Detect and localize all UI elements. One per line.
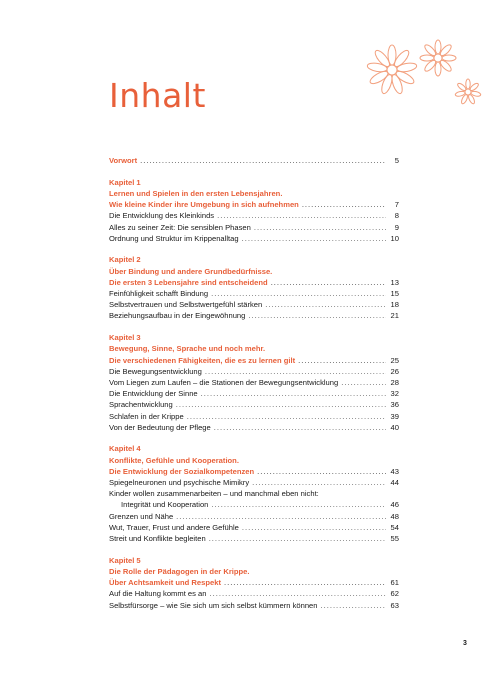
toc-entry[interactable] — [109, 210, 399, 221]
toc-entry-label: Selbstfürsorge – wie Sie sich um sich selbst kümmern können — [109, 600, 318, 610]
toc-chapter-1 — [109, 177, 399, 244]
chapter-label: Kapitel 1 — [109, 177, 141, 187]
chapter-title-entry[interactable] — [109, 199, 399, 210]
toc-leader-dots — [140, 155, 386, 166]
toc-page-number: 54 — [390, 522, 399, 532]
toc-leader-dots — [211, 288, 386, 299]
toc-entry-label: Ordnung und Struktur im Krippenalltag — [109, 233, 239, 243]
toc-leader-dots — [271, 277, 386, 288]
toc-entry-label: Alles zu seiner Zeit: Die sensiblen Phasen — [109, 222, 251, 232]
chapter-title-entry[interactable] — [109, 466, 399, 477]
toc-entry[interactable] — [109, 588, 399, 599]
toc-entry-vorwort[interactable] — [109, 155, 399, 166]
toc-leader-dots — [187, 411, 386, 422]
toc-page-number: 28 — [390, 377, 399, 387]
toc-leader-dots — [242, 522, 386, 533]
toc-page-number: 15 — [390, 289, 399, 299]
toc-entry-label: Integrität und Kooperation — [121, 500, 209, 510]
toc-leader-dots — [298, 355, 386, 366]
toc-leader-dots — [242, 233, 386, 244]
toc-leader-dots — [248, 310, 386, 321]
toc-section-vorwort — [109, 155, 399, 166]
toc-entry-label: Vorwort — [109, 156, 138, 165]
toc-entry[interactable] — [109, 499, 399, 510]
toc-leader-dots — [341, 377, 386, 388]
toc-entry[interactable] — [109, 288, 399, 299]
toc-page-number: 40 — [390, 422, 399, 432]
toc-entry-label: Streit und Konflikte begleiten — [109, 534, 206, 544]
toc-entry-label: Spiegelneuronen und psychische Mimikry — [109, 478, 250, 488]
toc-leader-dots — [257, 466, 386, 477]
toc-leader-dots — [210, 588, 386, 599]
chapter-title-line: Lernen und Spielen in den ersten Lebensjahren. — [109, 188, 283, 198]
toc-entry[interactable] — [109, 533, 399, 544]
toc-entry-label: Die verschiedenen Fähigkeiten, die es zu lernen gilt — [109, 355, 296, 365]
toc-entry-label: Vom Liegen zum Laufen – die Stationen der Bewegungsentwicklung — [109, 377, 339, 387]
toc-entry-label: Die Entwicklung der Sinne — [109, 389, 198, 399]
toc-leader-dots — [205, 366, 386, 377]
chapter-title-line: Die Rolle der Pädagogen in der Krippe. — [109, 567, 250, 576]
toc-leader-dots — [209, 533, 386, 544]
toc-page-number: 9 — [394, 222, 399, 232]
page-title: Inhalt — [109, 76, 206, 115]
toc-entry-label: Die ersten 3 Lebensjahre sind entscheidend — [109, 277, 268, 287]
chapter-title-line: Konflikte, Gefühle und Kooperation. — [109, 455, 239, 465]
toc-entry-label: Von der Bedeutung der Pflege — [109, 422, 211, 432]
toc-entry[interactable] — [109, 310, 399, 321]
toc-entry-label: Schlafen in der Krippe — [109, 411, 184, 421]
toc-leader-dots — [252, 477, 386, 488]
toc-entry-label: Sprachentwicklung — [109, 400, 173, 410]
toc-page-number: 44 — [390, 478, 399, 488]
chapter-label: Kapitel 2 — [109, 255, 141, 265]
daisy-flowers-icon — [330, 20, 490, 130]
toc-page-number: 61 — [390, 578, 399, 588]
toc-entry[interactable] — [109, 222, 399, 233]
toc-leader-dots — [265, 299, 386, 310]
toc-entry-label: Wut, Trauer, Frust und andere Gefühle — [109, 522, 239, 532]
toc-entry[interactable] — [109, 377, 399, 388]
toc-page-number: 62 — [390, 589, 399, 599]
toc-chapter-3 — [109, 332, 399, 433]
toc-entry[interactable] — [109, 399, 399, 410]
toc-entry-label: Grenzen und Nähe — [109, 511, 174, 521]
toc-entry[interactable] — [109, 299, 399, 310]
toc-leader-dots — [224, 577, 386, 588]
toc-entry-label: Feinfühligkeit schafft Bindung — [109, 289, 209, 299]
chapter-label: Kapitel 5 — [109, 555, 141, 565]
toc-entry-label: Auf die Haltung kommt es an — [109, 589, 207, 599]
toc-page-number: 21 — [390, 311, 399, 321]
page-number: 3 — [463, 640, 467, 647]
toc-entry[interactable] — [109, 600, 399, 611]
chapter-label: Kapitel 4 — [109, 444, 141, 454]
chapter-title-entry[interactable] — [109, 355, 399, 366]
toc-entry-label: Die Bewegungsentwicklung — [109, 366, 202, 376]
toc-page-number: 32 — [390, 389, 399, 399]
chapter-title-entry[interactable] — [109, 277, 399, 288]
toc-page-number: 13 — [390, 277, 399, 287]
toc-entry[interactable] — [109, 411, 399, 422]
toc-entry[interactable] — [109, 522, 399, 533]
toc-page-number: 26 — [390, 366, 399, 376]
toc-chapter-4 — [109, 443, 399, 544]
chapter-title-line: Bewegung, Sinne, Sprache und noch mehr. — [109, 344, 266, 354]
toc-page-number: 25 — [390, 355, 399, 365]
toc-entry[interactable] — [109, 366, 399, 377]
toc-leader-dots — [201, 388, 386, 399]
toc-page-number: 39 — [390, 411, 399, 421]
toc-leader-dots — [214, 422, 386, 433]
toc-page-number: 63 — [390, 600, 399, 610]
toc-page-number: 48 — [390, 511, 399, 521]
toc-entry-label: Die Entwicklung des Kleinkinds — [109, 211, 215, 221]
toc-page-number: 46 — [390, 500, 399, 510]
toc-leader-dots — [254, 222, 386, 233]
toc-leader-dots — [176, 511, 386, 522]
toc-page-number: 18 — [390, 300, 399, 310]
chapter-label: Kapitel 3 — [109, 333, 141, 343]
chapter-title-entry[interactable] — [109, 577, 399, 588]
toc-page-number: 7 — [394, 200, 399, 210]
toc-leader-dots — [176, 399, 386, 410]
toc-leader-dots — [211, 499, 386, 510]
toc-entry[interactable] — [109, 477, 399, 488]
toc-page-number: 43 — [390, 466, 399, 476]
toc-page-number: 36 — [390, 400, 399, 410]
toc-leader-dots — [217, 210, 386, 221]
toc-page-number: 10 — [390, 233, 399, 243]
toc-page-number: 5 — [394, 156, 399, 165]
toc-entry-label: Über Achtsamkeit und Respekt — [109, 578, 221, 588]
toc-page-number: 55 — [390, 534, 399, 544]
toc-chapter-5 — [109, 555, 399, 611]
toc-entry-label: Wie kleine Kinder ihre Umgebung in sich aufnehmen — [109, 200, 299, 210]
toc-leader-dots — [321, 600, 387, 611]
toc-entry-label: Die Entwicklung der Sozialkompetenzen — [109, 466, 255, 476]
toc-entry-label: Beziehungsaufbau in der Eingewöhnung — [109, 311, 246, 321]
toc-entry[interactable] — [109, 233, 399, 244]
table-of-contents — [109, 155, 399, 621]
toc-chapter-2 — [109, 254, 399, 321]
toc-entry[interactable] — [109, 388, 399, 399]
toc-entry-line[interactable]: Kinder wollen zusammenarbeiten – und manchmal eben nicht: — [109, 489, 319, 499]
toc-leader-dots — [302, 199, 386, 210]
toc-entry[interactable] — [109, 422, 399, 433]
chapter-title-line: Über Bindung und andere Grundbedürfnisse. — [109, 266, 273, 276]
toc-page-number: 8 — [394, 211, 399, 221]
toc-entry-label: Selbstvertrauen und Selbstwertgefühl stärken — [109, 300, 263, 310]
toc-entry[interactable] — [109, 511, 399, 522]
